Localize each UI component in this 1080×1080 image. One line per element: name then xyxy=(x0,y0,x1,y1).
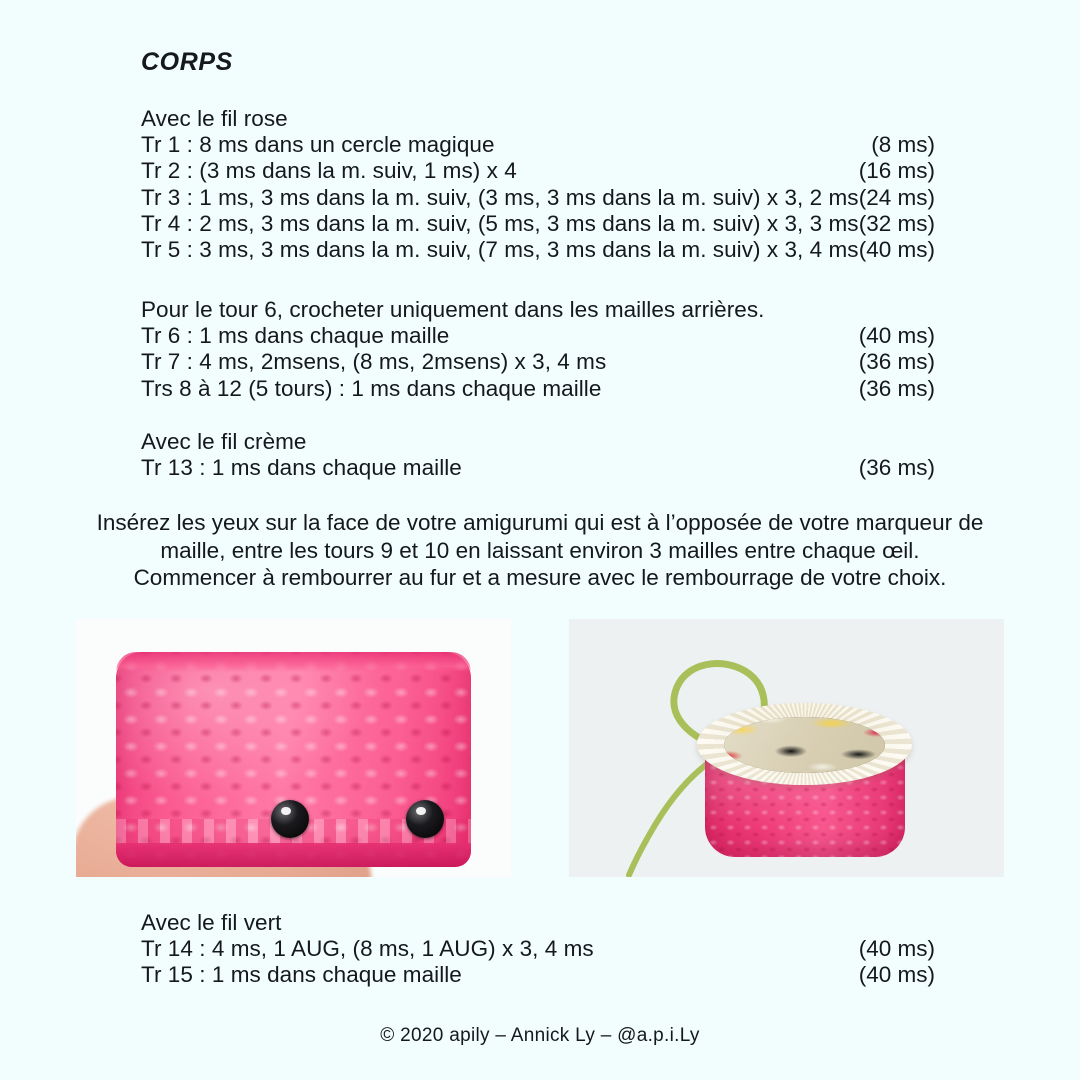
safety-eye xyxy=(271,800,309,838)
instruction-row: Tr 4 : 2 ms, 3 ms dans la m. suiv, (5 ms, 3 ms dans la m. suiv) x 3, 3 ms (32 ms) xyxy=(141,210,935,236)
instruction-row: Tr 13 : 1 ms dans chaque maille (36 ms) xyxy=(141,455,935,481)
basket-opening xyxy=(724,717,885,773)
stitch-count: (16 ms) xyxy=(858,158,935,184)
box-base xyxy=(116,843,471,867)
block-heading: Avec le fil vert xyxy=(141,910,282,935)
instruction-row: Tr 6 : 1 ms dans chaque maille (40 ms) xyxy=(141,323,935,349)
instruction-row: Tr 5 : 3 ms, 3 ms dans la m. suiv, (7 ms, 3 ms dans la m. suiv) x 3, 4 ms (40 ms) xyxy=(141,237,935,263)
stitch-count: (36 ms) xyxy=(858,375,935,401)
instruction-row: Tr 2 : (3 ms dans la m. suiv, 1 ms) x 4 (16 ms) xyxy=(141,158,935,184)
yarn-scraps xyxy=(724,717,885,773)
photo-basket-with-yarn xyxy=(569,619,1004,877)
photo-pink-box-front xyxy=(76,619,511,877)
stitch-count: (40 ms) xyxy=(858,962,935,988)
instruction-block-green-yarn xyxy=(141,910,935,989)
stitch-count: (36 ms) xyxy=(858,455,935,481)
block-heading: Pour le tour 6, crocheter uniquement dans les mailles arrières. xyxy=(141,297,765,322)
instruction-row: Tr 3 : 1 ms, 3 ms dans la m. suiv, (3 ms, 3 ms dans la m. suiv) x 3, 2 ms (24 ms) xyxy=(141,184,935,210)
eye-placement-note xyxy=(90,509,990,592)
stitch-count: (40 ms) xyxy=(858,323,935,349)
crochet-basket xyxy=(697,667,912,857)
box-rim xyxy=(116,652,471,672)
instruction-row: Tr 15 : 1 ms dans chaque maille (40 ms) xyxy=(141,962,935,988)
stitch-count: (8 ms) xyxy=(871,132,935,158)
stitch-count: (36 ms) xyxy=(858,349,935,375)
instruction-block-cream-yarn xyxy=(141,429,935,481)
stitch-count: (40 ms) xyxy=(858,237,935,263)
instruction-row: Trs 8 à 12 (5 tours) : 1 ms dans chaque maille (36 ms) xyxy=(141,375,935,401)
copyright-footer: © 2020 apily – Annick Ly – @a.p.i.Ly xyxy=(380,1025,700,1046)
stitch-count: (24 ms) xyxy=(858,184,935,210)
safety-eye xyxy=(406,800,444,838)
note-line: maille, entre les tours 9 et 10 en laissant environ 3 mailles entre chaque œil. xyxy=(160,537,920,563)
note-line: Commencer à rembourrer au fur et a mesure avec le rembourrage de votre choix. xyxy=(133,565,947,590)
instruction-row: Tr 14 : 4 ms, 1 AUG, (8 ms, 1 AUG) x 3, 4 ms (40 ms) xyxy=(141,936,935,962)
stitch-count: (40 ms) xyxy=(858,936,935,962)
instruction-row: Tr 1 : 8 ms dans un cercle magique (8 ms) xyxy=(141,132,935,158)
page-title: CORPS xyxy=(141,48,233,76)
block-heading: Avec le fil rose xyxy=(141,106,288,131)
instruction-block-pink-yarn xyxy=(141,106,935,263)
block-heading: Avec le fil crème xyxy=(141,429,307,454)
stitch-count: (32 ms) xyxy=(858,210,935,236)
instruction-row: Tr 7 : 4 ms, 2msens, (8 ms, 2msens) x 3, 4 ms (36 ms) xyxy=(141,349,935,375)
instruction-block-back-loops xyxy=(141,297,935,402)
note-line: Insérez les yeux sur la face de votre amigurumi qui est à l’opposée de votre marqueur de xyxy=(96,510,984,535)
crochet-box xyxy=(116,652,471,867)
